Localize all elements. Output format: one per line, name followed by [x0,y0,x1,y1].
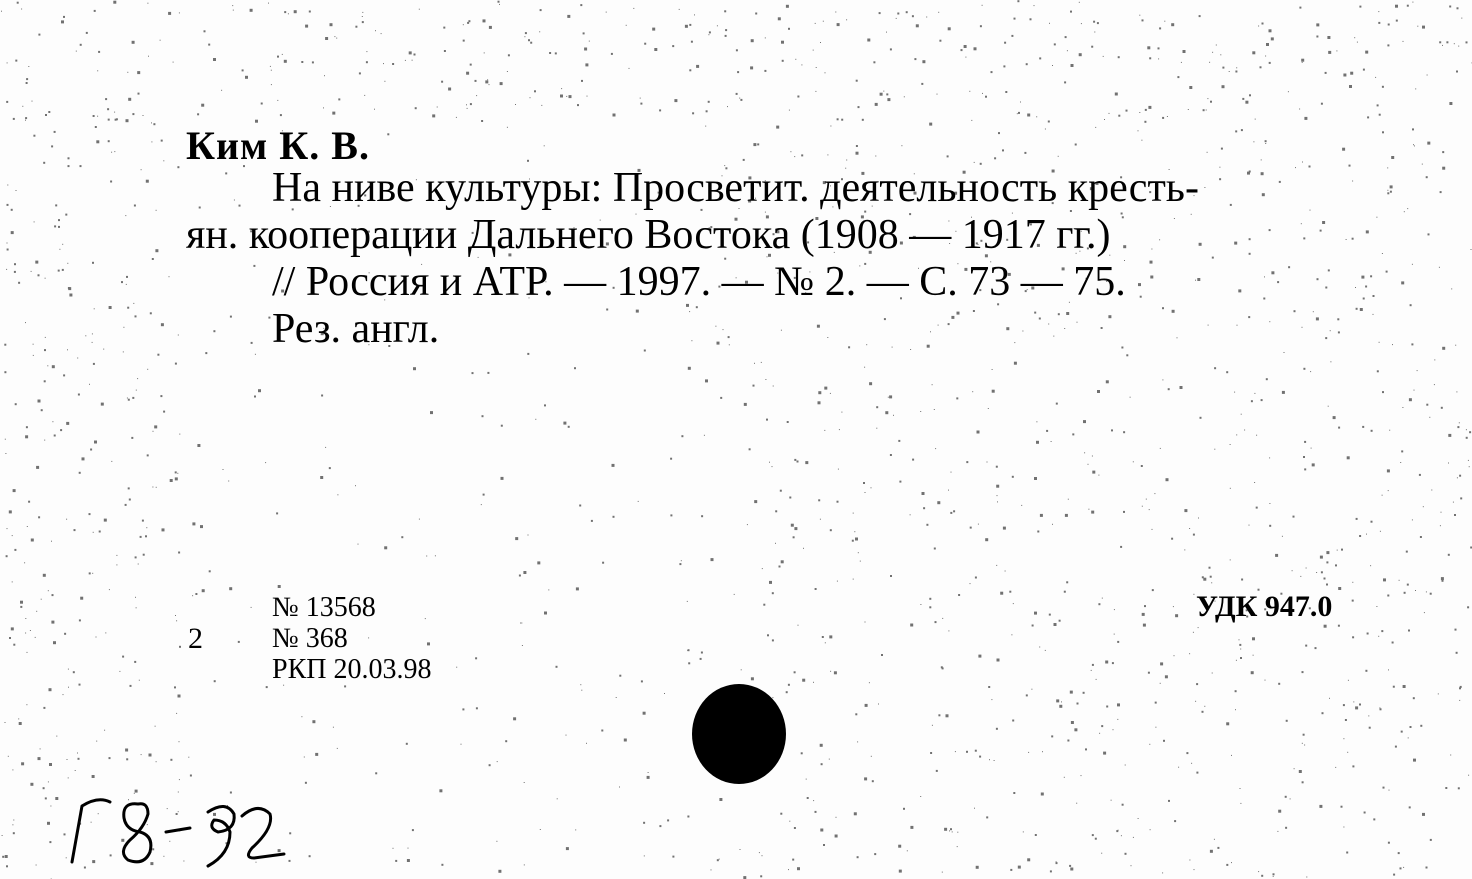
bibliographic-entry [186,165,1366,353]
copy-count: 2 [188,622,203,655]
entry-line-4: Рез. англ. [272,306,440,352]
entry-line-2: ян. кооперации Дальнего Востока (1908 — 1917 гг.) [186,212,1111,258]
registry-date: РКП 20.03.98 [272,654,432,685]
entry-line-1: На ниве культуры: Просветит. деятельность кресть- [272,165,1199,211]
registry-block [272,592,431,685]
author-heading: Ким К. В. [186,123,370,168]
registry-number-2: № 368 [272,623,348,654]
punch-hole [692,684,786,784]
entry-line-3: // Россия и АТР. — 1997. — № 2. — С. 73 — 75. [272,259,1126,305]
udc-code: УДК 947.0 [1196,590,1333,623]
registry-number: № 13568 [272,592,376,623]
handwritten-shelf-code [58,784,298,874]
